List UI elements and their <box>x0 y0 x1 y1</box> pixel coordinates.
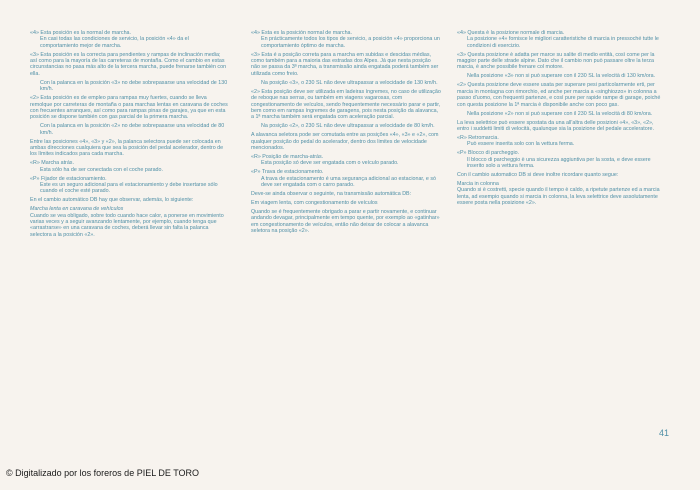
position-4-text: La posizione «4» fornisce le migliori caratteristiche di marcia in pressoché tutte le condizioni di esercizio. <box>467 36 659 49</box>
spanish-column <box>30 30 228 241</box>
portuguese-column <box>251 30 441 237</box>
slow-traffic-heading: Em viagem lenta, com congestionamento de veículos <box>251 200 378 207</box>
position-3-speed-limit: Nella posizione «3» non si può superare con il 230 SL la velocità di 130 km/ora. <box>467 73 656 80</box>
footer-credit: © Digitalizado por los foreros de PIEL DE TORO <box>6 468 200 478</box>
position-3-text: «3» Questa posizione è adatta per marce su salite di medio entità, così come per la maggior parte delle strade alpine. Dato che il cambio non può passare oltre la terza marcia, è anche possibile frenare col motore. <box>457 51 655 71</box>
position-3-speed-limit: Con la palanca en la posición «3» no debe sobrepasarse una velocidad de 130 km/h. <box>40 79 228 93</box>
reverse-text: Esta sólo ha de ser conectada con el coche parado. <box>40 166 163 173</box>
reverse-heading: «R» Retromarcia. <box>457 134 499 141</box>
position-2-text: «2» Esta posição deve ser utilizada em ladeiras íngremes, no caso de utilização de reboque nas serras, ou também em viagens vagarosas, com congestionamento de veículos, sendo frequentemente necessário parar e partir, bem como em rampas íngremes de garagens, pois nesta posição da alavanca, a 1ª marcha também será engatada com aceleração parcial. <box>251 88 441 121</box>
position-4-text: En casi todas las condiciones de servicio, la posición «4» da el comportamiento mejor de marcha. <box>40 36 189 49</box>
lever-switching-text: La leva selettrice può essere spostata da una all'altra delle posizioni «4», «3», «2», entro i suddetti limiti di velocità, qualunque sia la posizione del pedale acceleratore. <box>457 119 654 132</box>
position-3-text: «3» Esta é a posição correta para a marcha em subidas e descidas médias, como também para a maioria das estradas dos Alpes. Já que nesta posição não se passa da 3ª marcha, a transmissão ainda engatada poderá também ser utilizada como freio. <box>251 51 439 77</box>
position-4-text: En prácticamente todos los tipos de servicio, a posición «4» proporciona un comportamiento óptimo de marcha. <box>261 36 440 49</box>
position-2-text: «2» Questa posizione deve essere usata per superare pesi particolarmente erti, per marcia in montagna con rimorchio, ed anche per marcia a «singhiozzo» in colonna a passo d'uomo, con frequenti partenze, e così pure per rapide rampe di garage, poiché con questa posizione la 1ª marcia è disponibile anche con poco gas. <box>457 82 661 108</box>
observe-note: En el cambio automático DB hay que observar, además, lo siguiente: <box>30 197 194 204</box>
slow-traffic-text: Cuando se vea obligado, sobre todo cuando hace calor, a ponerse en movimiento varias veces y a seguir avanzando lentamente, por ejemplo, cuando tenga que «arrastrarse» en una caravana de coches, deberá llevar sin falta la palanca selectora a la posición «2». <box>30 212 224 238</box>
position-4-heading: «4» Esta posición es la normal de marcha. <box>30 30 131 36</box>
position-2-text: «2» Esta posición es de empleo para rampas muy fuertes, cuando se lleva remolque por carreteras de montaña o para marchas lentas en caravana de coches con frecuentes arranques, así como para rampas pinas de garajes, ya que en esta posición se dispone también con gas parcial de la primera marcha. <box>30 95 228 121</box>
position-2-speed-limit: Na posição «2», o 230 SL não deve ultrapassar a velocidade de 80 km/h. <box>261 123 435 130</box>
reverse-text: Esta posição só deve ser engatada com o veículo parado. <box>261 160 399 167</box>
park-heading: «P» Fijador de estacionamiento. <box>30 175 107 182</box>
position-2-speed-limit: Con la palanca en la posición «2» no debe sobrepasarse una velocidad de 80 km/h. <box>40 123 225 136</box>
position-2-speed-limit: Nella posizione «2» non si può superare con il 230 SL la velocità di 80 km/ora. <box>467 110 653 117</box>
park-heading: «P» Trava de estacionamento. <box>251 169 324 176</box>
slow-traffic-heading: Marcia in colonna <box>457 181 499 188</box>
reverse-text: Può essere inserita solo con la vettura ferma. <box>467 141 575 148</box>
position-3-speed-limit: Na posição «3», o 230 SL não deve ultrapassar a velocidade de 130 km/h. <box>261 79 438 86</box>
park-text: Este es un seguro adicional para el estacionamiento y debe insertarse sólo cuando el coche esté parado. <box>40 182 218 195</box>
park-heading: «P» Blocco di parcheggio. <box>457 150 520 157</box>
park-text: A trava de estacionamento é uma segurança adicional ao estacionar, e só deve ser engatada com o carro parado. <box>261 175 436 189</box>
italian-column <box>457 30 662 209</box>
lever-switching-text: Entre las posiciones «4», «3» y «2», la palanca selectora puede ser colocada en ambas direcciones cualquiera que sea la posición del pedal acelerador, dentro de los límites indicados para cada marcha. <box>30 138 224 158</box>
slow-traffic-text: Quando si è costretti, specie quando il tempo è caldo, a ripetute partenze ed a marcia lenta, ad esempio quando si marcia in colonna, la leva selettrice deve assolutamente essere posta nella posizione «2». <box>457 187 660 207</box>
position-4-heading: «4» Questa è la posizione normale di marcia. <box>457 30 565 36</box>
reverse-heading: «R» Marcha atrás. <box>30 160 74 167</box>
page-number: 41 <box>659 428 670 438</box>
position-3-text: «3» Esta posición es la correcta para pendientes y rampas de inclinación media; así como para la mayoría de las carreteras de montaña. Como el cambio en estas circunstancias no pasa más alto de la tercera marcha, puede frenarse también con ella. <box>30 51 227 77</box>
park-text: Il blocco di parcheggio è una sicurezza aggiuntiva per la sosta, e deve essere inserito solo a vettura ferma. <box>467 156 651 169</box>
lever-switching-text: A alavanca seletora pode ser comutada entre as posições «4», «3» e «2», com qualquer posição do pedal do acelerador, dentro dos limites de velocidade mencionados. <box>251 132 439 151</box>
observe-note: Con il cambio automatico DB si deve inoltre ricordare quanto segue: <box>457 172 619 179</box>
observe-note: Deve-se ainda observar o seguinte, na transmissão automática DB: <box>251 191 412 198</box>
slow-traffic-text: Quando se é frequentemente obrigado a parar e partir novamente, e continuar andando devagar, principalmente em tempo quente, por exemplo ao «gatinhar» em congestionamento de veículos, então não deixar de colocar a alavanca seletora na posição «2». <box>251 209 440 235</box>
slow-traffic-heading: Marcha lenta en caravana de vehículos <box>30 206 124 213</box>
position-4-heading: «4» Esta es la posición normal de marcha. <box>251 30 352 36</box>
reverse-heading: «R» Posição de marcha-atrás. <box>251 153 324 160</box>
